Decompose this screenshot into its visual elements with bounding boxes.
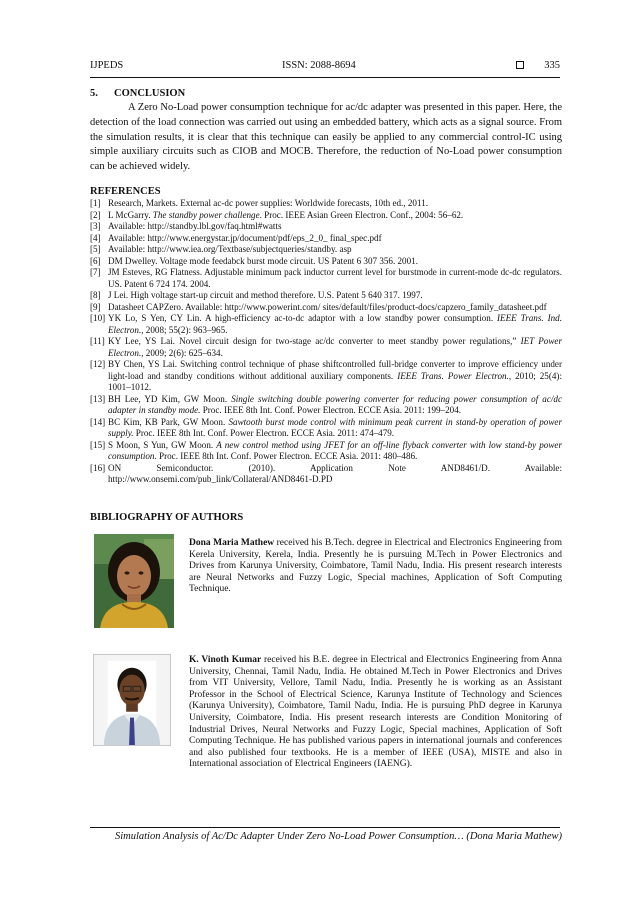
reference-number: [14] bbox=[90, 416, 106, 427]
reference-item bbox=[90, 198, 562, 210]
issn: ISSN: 2088-8694 bbox=[282, 60, 356, 71]
reference-text: BC Kim, KB Park, GW Moon. bbox=[108, 416, 229, 427]
reference-text: S Moon, S Yun, GW Moon. bbox=[108, 439, 217, 450]
running-header bbox=[90, 60, 560, 76]
author-bio-text-1: received his B.Tech. degree in Electrical and Electronics Engineering from Kerela University, Kerela, India. Presently he is pursuing M.Tech in Power Electronics and Drives from Karunya University, Coimbatore, Tamil Nadu, India. His present research interests are Neural Networks and Fuzzy Logic, Special machines, Application of Soft Computing Technique. bbox=[189, 538, 562, 595]
reference-item bbox=[90, 394, 562, 417]
reference-number: [2] bbox=[90, 209, 101, 220]
reference-text: Available: http://www.iea.org/Textbase/subjectqueries/standby. asp bbox=[108, 244, 352, 254]
reference-italic-text: A new control method using JFET for an off-line flyback converter with low stand-by power consumption. bbox=[108, 439, 562, 461]
reference-italic-text: IEEE Trans. Power Electron. bbox=[397, 370, 509, 381]
reference-number: [5] bbox=[90, 244, 101, 254]
page-number: 335 bbox=[544, 60, 560, 71]
footer-rule bbox=[90, 827, 560, 828]
section-title: CONCLUSION bbox=[114, 88, 186, 99]
reference-text: Research, Markets. External ac-dc power supplies: Worldwide forecasts, 10th ed., 2011. bbox=[108, 198, 428, 208]
reference-number: [11] bbox=[90, 336, 105, 346]
reference-text: J Lei. High voltage start-up circuit and method therefore. U.S. Patent 5 640 317. 1997. bbox=[108, 290, 423, 300]
reference-item bbox=[90, 313, 562, 336]
reference-italic-text: Sawtooth burst mode control with minimum peak current in stand-by operation of power supply. bbox=[108, 416, 562, 438]
author-bio-text-2: received his B.E. degree in Electrical and Electronics Engineering from Anna University, Chennai, Tamil Nadu, India. He obtained M.Tech in Power Electronics and Drives from VIT University, Vellore, Tamil Nadu, India. Presently he is working as an Assistant Professor in the School of Electrical Science, Karunya Institute of Technology and Sciences (Karunya University), Coimbatore, Tamil Nadu, India. He is pursuing PhD degree in Karunya University, Coimbatore, India. His present research interests are Condition Monitoring of Industrial Drives, Neural Networks and Fuzzy Logic, Special machines, Application of Soft Computing Technique. He has published various papers in international journals and conferences and also published four textbooks. He is a member of IEEE (USA), MISTE and also in International association of Electrical Engineers (IAENG). bbox=[189, 655, 562, 770]
reference-number: [16] bbox=[90, 462, 106, 473]
journal-name: IJPEDS bbox=[90, 60, 124, 71]
reference-item bbox=[90, 302, 562, 314]
author-portrait-icon bbox=[94, 655, 170, 745]
references-heading: REFERENCES bbox=[90, 186, 161, 197]
reference-text: KY Lee, YS Lai. Novel circuit design for two-stage ac/dc converter to meet standby power regulations,” bbox=[108, 336, 521, 346]
author-photo-1 bbox=[94, 534, 174, 628]
reference-text: BY Chen, YS Lai. Switching control technique of phase shiftcontrolled full-bridge converter to improve efficiency under light-load and standby conditions without additional auxiliary components. bbox=[108, 359, 562, 381]
reference-list bbox=[90, 198, 562, 486]
reference-item bbox=[90, 463, 562, 486]
reference-number: [9] bbox=[90, 301, 101, 312]
reference-text: Datasheet CAPZero. Available: http://www.powerint.com/ sites/default/files/product-docs/capzero_family_datasheet.pdf bbox=[108, 301, 547, 312]
reference-number: [12] bbox=[90, 359, 106, 369]
author-bio-1 bbox=[189, 538, 562, 596]
reference-italic-text: Single switching double powering converter for reducing power consumption of ac/dc adapter in standby mode. bbox=[108, 393, 562, 415]
running-footer: Simulation Analysis of Ac/Dc Adapter Under Zero No-Load Power Consumption… (Dona Maria Mathew) bbox=[114, 831, 562, 842]
header-rule bbox=[90, 77, 560, 78]
reference-text: Proc. IEEE 8th Int. Conf. Power Electron. ECCE Asia. 2011: 480–486. bbox=[156, 451, 418, 461]
author-portrait-icon bbox=[94, 534, 174, 628]
reference-text: , 2009; 2(6): 625–634. bbox=[141, 347, 223, 358]
reference-item bbox=[90, 440, 562, 463]
reference-number: [10] bbox=[90, 313, 106, 323]
reference-italic-text: IEEE Trans. Ind. Electron. bbox=[108, 313, 562, 335]
conclusion-paragraph: A Zero No-Load power consumption technique for ac/dc adapter was presented in this paper. Here, the detection of the load connection was carried out using an embedded battery, which acts as a signal source. From the simulation results, it is clear that this technique can easily be applied to any commercial control-IC using simple auxiliary circuits such as CIOB and MOCB. Therefore, the reduction of No-Load power consumption can be achieved widely. bbox=[90, 102, 562, 173]
reference-italic-text: IET Power Electron. bbox=[108, 336, 562, 358]
author-bio-2 bbox=[189, 655, 562, 771]
reference-number: [4] bbox=[90, 232, 101, 243]
bibliography-heading: BIBLIOGRAPHY OF AUTHORS bbox=[90, 512, 244, 523]
reference-text: . Proc. IEEE Asian Green Electron. Conf., 2004: 56–62. bbox=[259, 209, 464, 220]
reference-number: [3] bbox=[90, 221, 101, 231]
reference-item bbox=[90, 244, 562, 256]
section-number: 5. bbox=[90, 88, 98, 99]
square-bullet-icon bbox=[516, 61, 524, 69]
reference-text: Available: http://standby.lbl.gov/faq.html#watts bbox=[108, 221, 282, 231]
reference-text: JM Esteves, RG Flatness. Adjustable minimum pack inductor current level for burstmode in current-mode dc-dc regulators. US. Patent 6 724 174. 2004. bbox=[108, 267, 562, 289]
reference-text: YK Lo, S Yen, CY Lin. A high-efficiency ac-to-dc adaptor with a low standby power consumption. bbox=[108, 313, 498, 323]
reference-number: [6] bbox=[90, 255, 101, 266]
author-name-2: K. Vinoth Kumar bbox=[189, 655, 262, 665]
reference-text: , 2008; 55(2): 963–965. bbox=[141, 324, 228, 335]
reference-number: [1] bbox=[90, 198, 101, 208]
author-photo-2 bbox=[93, 654, 171, 746]
reference-item bbox=[90, 256, 562, 268]
reference-number: [13] bbox=[90, 393, 106, 404]
reference-number: [15] bbox=[90, 439, 106, 450]
reference-text: Proc. IEEE 8th Int. Conf. Power Electron. ECCE Asia. 2011: 199–204. bbox=[200, 405, 462, 415]
section-heading bbox=[90, 88, 185, 99]
reference-item bbox=[90, 267, 562, 290]
reference-text: Proc. IEEE 8th Int. Conf. Power Electron. ECCE Asia. 2011: 474–479. bbox=[133, 428, 395, 438]
reference-item bbox=[90, 233, 562, 245]
reference-text: Available: http://www.energystar.jp/document/pdf/eps_2_0_ final_spec.pdf bbox=[108, 232, 382, 243]
author-name-1: Dona Maria Mathew bbox=[189, 538, 275, 548]
reference-item bbox=[90, 290, 562, 302]
reference-item bbox=[90, 221, 562, 233]
reference-text: L McGarry. bbox=[108, 209, 153, 220]
reference-text: ON Semiconductor. (2010). Application Note AND8461/D. Available: http://www.onsemi.com/pub_link/Collateral/AND8461-D.PD bbox=[108, 462, 562, 484]
reference-item bbox=[90, 359, 562, 394]
reference-text: BH Lee, YD Kim, GW Moon. bbox=[108, 393, 232, 404]
reference-text: , 2010; 25(4): 1001–1012. bbox=[108, 370, 562, 392]
reference-item bbox=[90, 417, 562, 440]
reference-number: [7] bbox=[90, 267, 101, 277]
reference-text: DM Dwelley. Voltage mode feedabck burst mode circuit. US Patent 6 307 356. 2001. bbox=[108, 255, 418, 266]
reference-item bbox=[90, 210, 562, 222]
reference-item bbox=[90, 336, 562, 359]
reference-italic-text: The standby power challenge bbox=[152, 209, 260, 220]
reference-number: [8] bbox=[90, 290, 101, 300]
